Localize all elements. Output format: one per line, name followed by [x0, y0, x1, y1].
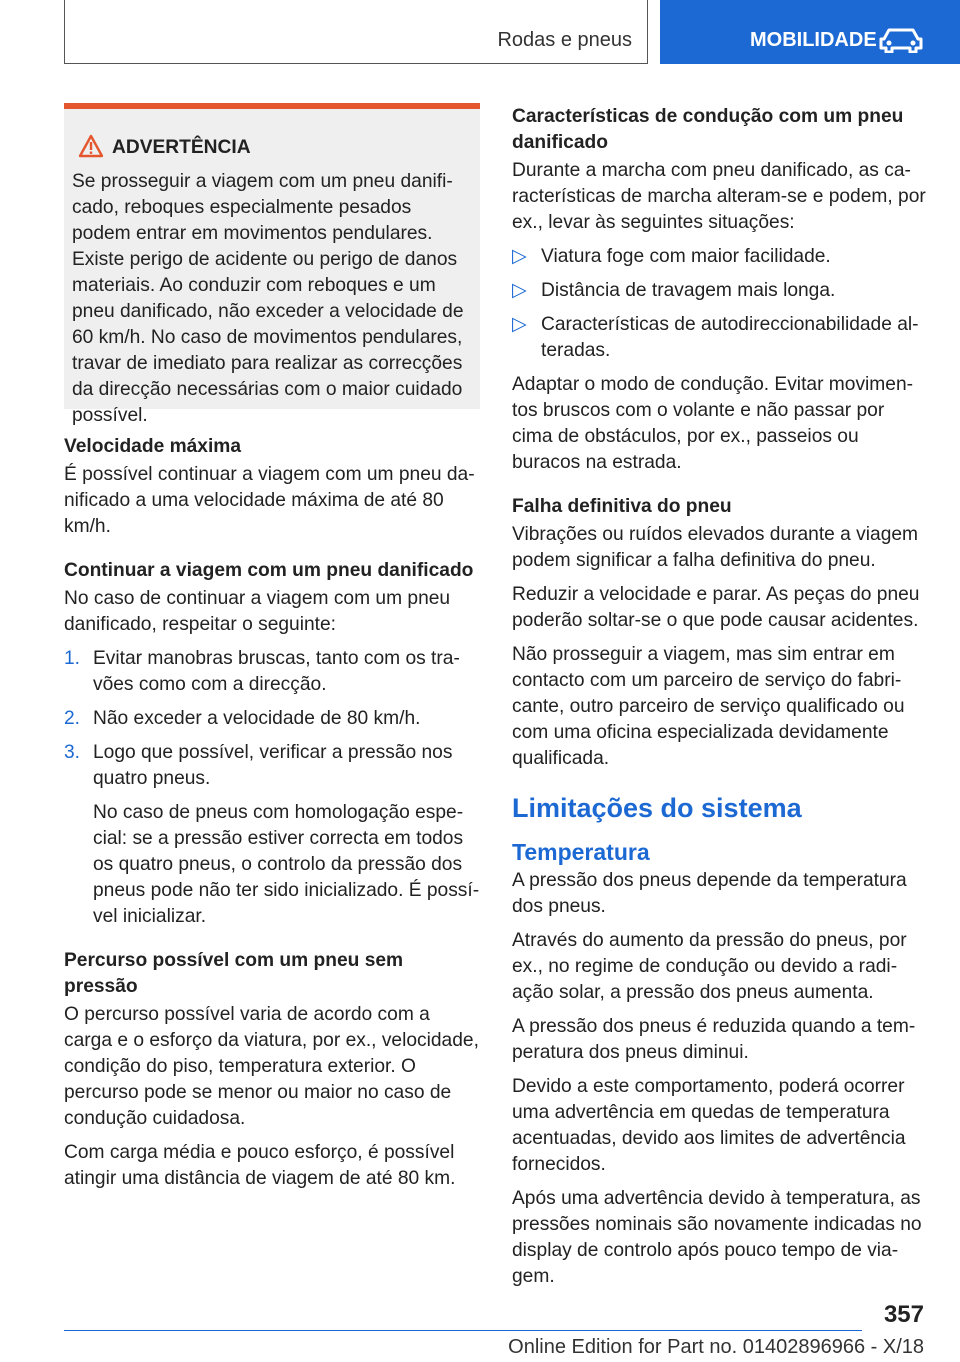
warning-triangle-icon	[78, 134, 104, 158]
paragraph: Durante a marcha com pneu danificado, as características de marcha alteram-se e podem, por ex., levar às seguintes situações:	[512, 160, 926, 233]
bullet-text: Viatura foge com maior facilidade.	[541, 246, 831, 267]
heading-caracteristicas-conducao: Características de condução com um pneu danificado	[512, 106, 904, 153]
paragraph: Adaptar o modo de condução. Evitar movimentos bruscos com o volante e não passar por cima de obstáculos, por ex., passeios ou buracos na estrada.	[512, 374, 914, 473]
warning-title	[72, 135, 472, 161]
step-note: No caso de pneus com homologação especial: se a pressão estiver correcta em todos os quatro pneus, o controlo da pressão dos pneus pode não ter sido inicializado. É possível inicializar.	[93, 802, 480, 927]
warning-title-text: ADVERTÊNCIA	[112, 137, 251, 158]
bullet-text: Características de autodireccionabilidade alteradas.	[541, 314, 919, 361]
car-icon	[878, 27, 924, 53]
list-item	[64, 740, 480, 792]
header-tab-label: MOBILIDADE	[750, 29, 877, 51]
paragraph: Devido a este comportamento, poderá ocorrer uma advertência em quedas de temperatura acentuadas, devido aos limites de advertência fornecidos.	[512, 1076, 906, 1175]
heading-continuar-viagem: Continuar a viagem com um pneu danificado	[64, 560, 474, 581]
paragraph: Não prosseguir a viagem, mas sim entrar em contacto com um parceiro de serviço do fabricante, outro parceiro de serviço qualificado ou com uma oficina especializada devidamente qualificada.	[512, 644, 905, 769]
heading-percurso-possivel: Percurso possível com um pneu sem pressão	[64, 950, 404, 997]
footer-edition: Online Edition for Part no. 01402896966 - X/18	[508, 1336, 924, 1358]
heading-falha-definitiva: Falha definitiva do pneu	[512, 496, 732, 517]
bullet-text: Distância de travagem mais longa.	[541, 280, 836, 301]
heading-limitacoes-sistema: Limitações do sistema	[512, 793, 802, 823]
bullet-triangle-icon: ▷	[512, 280, 527, 301]
steps-list	[64, 646, 480, 792]
paragraph: Vibrações ou ruídos elevados durante a viagem podem significar a falha definitiva do pneu.	[512, 524, 919, 571]
footer-divider	[64, 1330, 862, 1331]
warning-box	[64, 103, 480, 426]
step-number: 2.	[64, 708, 81, 729]
header-tab-mobilidade[interactable]	[660, 0, 960, 64]
paragraph: Reduzir a velocidade e parar. As peças do pneu poderão soltar-se o que pode causar acidentes.	[512, 584, 920, 631]
step-number: 3.	[64, 742, 81, 763]
bullet-list	[512, 244, 928, 364]
paragraph: O percurso possível varia de acordo com a carga e o esforço da viatura, por ex., velocidade, condição do piso, temperatura exterior. O percurso pode se menor ou maior no caso de condução cuidadosa.	[64, 1004, 479, 1129]
paragraph: É possível continuar a viagem com um pneu danificado a uma velocidade máxima de até 80 km/h.	[64, 464, 475, 537]
paragraph: No caso de continuar a viagem com um pneu danificado, respeitar o seguinte:	[64, 588, 451, 635]
warning-text: Se prosseguir a viagem com um pneu danificado, reboques especialmente pesados podem entrar em movimentos pendulares. Existe perigo de acidente ou perigo de danos materiais. Ao conduzir com reboques e um pneu danificado, não exceder a velocidade de 60 km/h. No caso de movimentos pendulares, travar de imediato para realizar as correcções da direcção necessárias com o maior cuidado possível.	[72, 171, 464, 426]
page-number: 357	[883, 1301, 924, 1328]
paragraph: Após uma advertência devido à temperatura, as pressões nominais são novamente indicadas no display de controlo após pouco tempo de viagem.	[512, 1188, 922, 1287]
bullet-triangle-icon: ▷	[512, 246, 527, 267]
list-item	[512, 244, 928, 270]
left-column	[64, 434, 480, 1200]
list-item	[512, 312, 928, 364]
paragraph: A pressão dos pneus depende da temperatura dos pneus.	[512, 870, 907, 917]
list-item	[64, 646, 480, 698]
step-text: Evitar manobras bruscas, tanto com os travões como com a direcção.	[93, 648, 460, 695]
step-text: Não exceder a velocidade de 80 km/h.	[93, 708, 421, 729]
list-item	[512, 278, 928, 304]
right-column	[512, 104, 928, 1298]
paragraph: Através do aumento da pressão do pneus, por ex., no regime de condução ou devido a radiação solar, a pressão dos pneus aumenta.	[512, 930, 907, 1003]
heading-velocidade-maxima: Velocidade máxima	[64, 436, 242, 457]
heading-temperatura: Temperatura	[512, 839, 650, 865]
list-item	[64, 706, 480, 732]
paragraph: A pressão dos pneus é reduzida quando a temperatura dos pneus diminui.	[512, 1016, 916, 1063]
header-section-title: Rodas e pneus	[497, 29, 632, 51]
paragraph: Com carga média e pouco esforço, é possível atingir uma distância de viagem de até 80 km.	[64, 1142, 456, 1189]
step-text: Logo que possível, verificar a pressão nos quatro pneus.	[93, 742, 453, 789]
bullet-triangle-icon: ▷	[512, 314, 527, 335]
step-number: 1.	[64, 648, 81, 669]
